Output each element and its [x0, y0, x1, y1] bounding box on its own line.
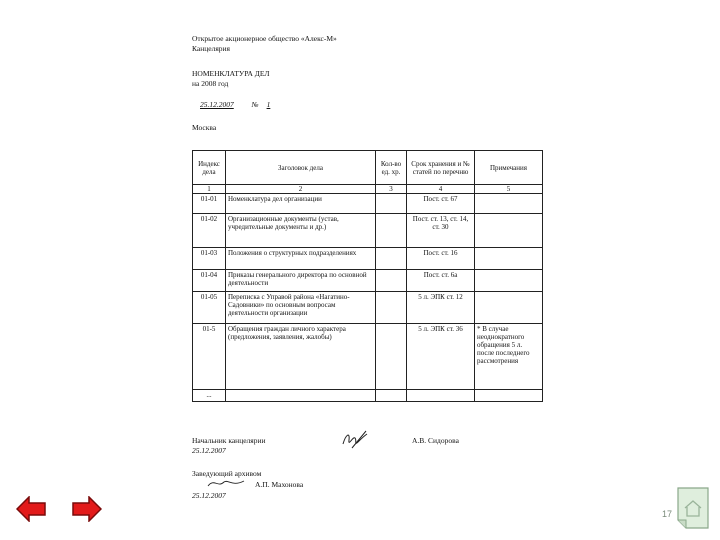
- archive-name: А.П. Махонова: [255, 480, 304, 489]
- cell-title: [226, 390, 376, 402]
- signature-icon: [340, 428, 372, 452]
- home-icon: [678, 488, 708, 528]
- chief-title: Начальник канцелярии: [192, 436, 266, 445]
- table-row: [193, 248, 543, 270]
- header-term: Срок хранения и № статей по перечню: [407, 151, 475, 185]
- cell-term: 5 л. ЭПК ст. 12: [407, 292, 475, 324]
- cell-term: Пост. ст. 16: [407, 248, 475, 270]
- cell-title: Номенклатура дел организации: [226, 194, 376, 214]
- cell-title: Приказы генерального директора по основной деятельности: [226, 270, 376, 292]
- table-row: [193, 390, 543, 402]
- home-button[interactable]: [676, 486, 710, 530]
- header-notes: Примечания: [475, 151, 543, 185]
- doc-number-label: №: [251, 100, 259, 109]
- doc-year: на 2008 год: [192, 79, 229, 88]
- cell-note: [475, 390, 543, 402]
- cell-note: * В случае неоднократного обращения 5 л. после последнего рассмотрения: [475, 324, 543, 390]
- nomenclature-table: [192, 150, 543, 402]
- next-button[interactable]: [72, 496, 102, 522]
- cell-count: [376, 390, 407, 402]
- doc-number: 1: [266, 100, 271, 109]
- doc-type-title: НОМЕНКЛАТУРА ДЕЛ: [192, 69, 270, 78]
- city: Москва: [192, 123, 217, 132]
- cell-note: [475, 292, 543, 324]
- cell-term: 5 л. ЭПК ст. 36: [407, 324, 475, 390]
- cell-index: 01-05: [193, 292, 226, 324]
- cell-count: [376, 292, 407, 324]
- table-row: [193, 292, 543, 324]
- col-number: 5: [475, 185, 543, 194]
- archive-title: Заведующий архивом: [192, 469, 262, 478]
- table-row: [193, 270, 543, 292]
- col-number: 2: [226, 185, 376, 194]
- cell-note: [475, 194, 543, 214]
- col-number: 4: [407, 185, 475, 194]
- arrow-left-icon: [17, 497, 45, 521]
- cell-title: Переписка с Управой района «Нагатино-Садовники» по основным вопросам деятельности организации: [226, 292, 376, 324]
- column-number-row: [193, 185, 543, 194]
- header-title: Заголовок дела: [226, 151, 376, 185]
- cell-note: [475, 270, 543, 292]
- header-index: Индекс дела: [193, 151, 226, 185]
- doc-date: 25.12.2007: [200, 100, 234, 109]
- cell-count: [376, 194, 407, 214]
- cell-index: ...: [193, 390, 226, 402]
- cell-term: Пост. ст. 13, ст. 14, ст. 30: [407, 214, 475, 248]
- chief-date: 25.12.2007: [192, 446, 226, 455]
- cell-index: 01-02: [193, 214, 226, 248]
- col-number: 1: [193, 185, 226, 194]
- cell-title: Положения о структурных подразделениях: [226, 248, 376, 270]
- cell-term: [407, 390, 475, 402]
- cell-count: [376, 270, 407, 292]
- header-count: Кол-во ед. хр.: [376, 151, 407, 185]
- table-row: [193, 324, 543, 390]
- archive-signature-icon: [206, 476, 246, 490]
- table-row: [193, 194, 543, 214]
- cell-note: [475, 248, 543, 270]
- cell-title: Организационные документы (устав, учредительные документы и др.): [226, 214, 376, 248]
- cell-index: 01-5: [193, 324, 226, 390]
- department-name: Канцелярия: [192, 44, 230, 53]
- cell-index: 01-03: [193, 248, 226, 270]
- cell-note: [475, 214, 543, 248]
- cell-term: Пост. ст. 67: [407, 194, 475, 214]
- table-header-row: [193, 151, 543, 185]
- archive-date: 25.12.2007: [192, 491, 226, 500]
- cell-count: [376, 324, 407, 390]
- cell-index: 01-01: [193, 194, 226, 214]
- doc-date-line: [192, 100, 276, 109]
- cell-count: [376, 214, 407, 248]
- table-row: [193, 214, 543, 248]
- prev-button[interactable]: [16, 496, 46, 522]
- cell-term: Пост. ст. 6а: [407, 270, 475, 292]
- page-number: 17: [662, 509, 673, 519]
- col-number: 3: [376, 185, 407, 194]
- cell-count: [376, 248, 407, 270]
- org-name: Открытое акционерное общество «Алекс-М»: [192, 34, 337, 43]
- chief-name: А.В. Сидорова: [412, 436, 459, 445]
- arrow-right-icon: [73, 497, 101, 521]
- cell-index: 01-04: [193, 270, 226, 292]
- cell-title: Обращения граждан личного характера (предложения, заявления, жалобы): [226, 324, 376, 390]
